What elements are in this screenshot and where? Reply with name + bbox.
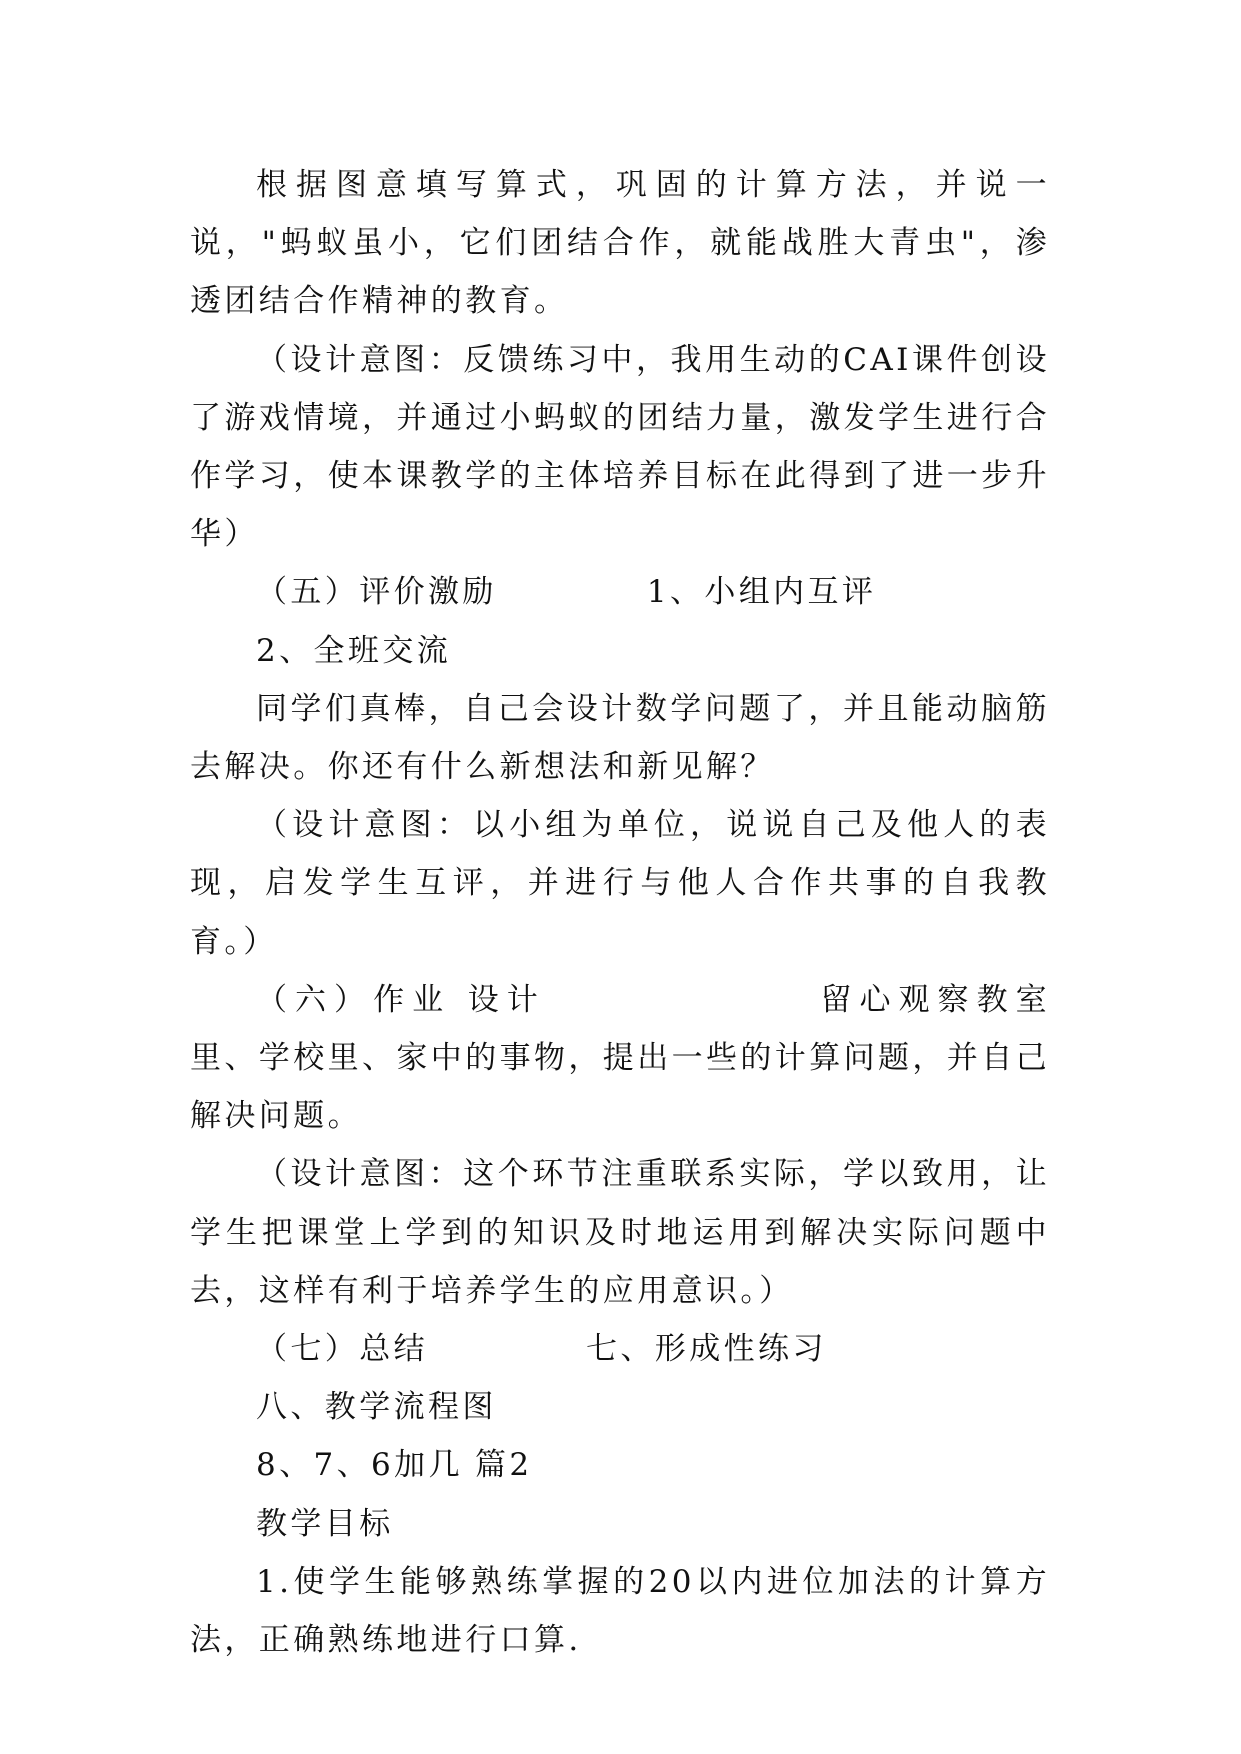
paragraph-evaluation (190, 563, 1050, 621)
lesson-number: 篇2 (474, 1447, 533, 1484)
section-heading-homework: （六）作业 (256, 981, 452, 1018)
homework-text: 留心观察教室里、学校里、家中的事物，提出一些的计算问题，并自己解决问题。 (190, 981, 1050, 1135)
paragraph-objective-1: 1.使学生能够熟练掌握的20以内进位加法的计算方法，正确熟练地进行口算. (190, 1563, 1050, 1659)
paragraph-praise: 同学们真棒，自己会设计数学问题了，并且能动脑筋去解决。你还有什么新想法和新见解？ (190, 690, 1050, 786)
lesson-title: 8、7、6加几 (256, 1447, 463, 1484)
section-heading-evaluation: （五）评价激励 (256, 574, 497, 611)
paragraph-summary (190, 1320, 1050, 1378)
paragraph-flowchart: 八、教学流程图 (256, 1389, 497, 1426)
paragraph-class-exchange: 2、全班交流 (256, 632, 452, 669)
paragraph-design-intent-3: （设计意图：这个环节注重联系实际，学以致用，让学生把课堂上学到的知识及时地运用到解决实际问题中去，这样有利于培养学生的应用意识。） (190, 1156, 1050, 1309)
section-heading-summary: （七）总结 (256, 1331, 428, 1368)
paragraph-homework (190, 971, 1050, 1146)
section-heading-practice: 七、形成性练习 (586, 1331, 827, 1368)
item-group-review: 1、小组内互评 (646, 574, 877, 611)
paragraph-design-intent-2: （设计意图：以小组为单位，说说自己及他人的表现，启发学生互评，并进行与他人合作共事的自我教育。） (190, 807, 1050, 960)
paragraph-lesson-title (190, 1436, 1050, 1494)
paragraph-objectives-heading: 教学目标 (256, 1505, 394, 1542)
paragraph-fill-formula: 根据图意填写算式，巩固的计算方法，并说一说，"蚂蚁虽小，它们团结合作，就能战胜大青虫"，渗透团结合作精神的教育。 (190, 167, 1050, 320)
document-body (190, 156, 1050, 1669)
section-heading-design: 设计 (463, 981, 546, 1018)
paragraph-design-intent-1: （设计意图：反馈练习中，我用生动的CAI课件创设了游戏情境，并通过小蚂蚁的团结力量，激发学生进行合作学习，使本课教学的主体培养目标在此得到了进一步升华） (190, 341, 1050, 553)
